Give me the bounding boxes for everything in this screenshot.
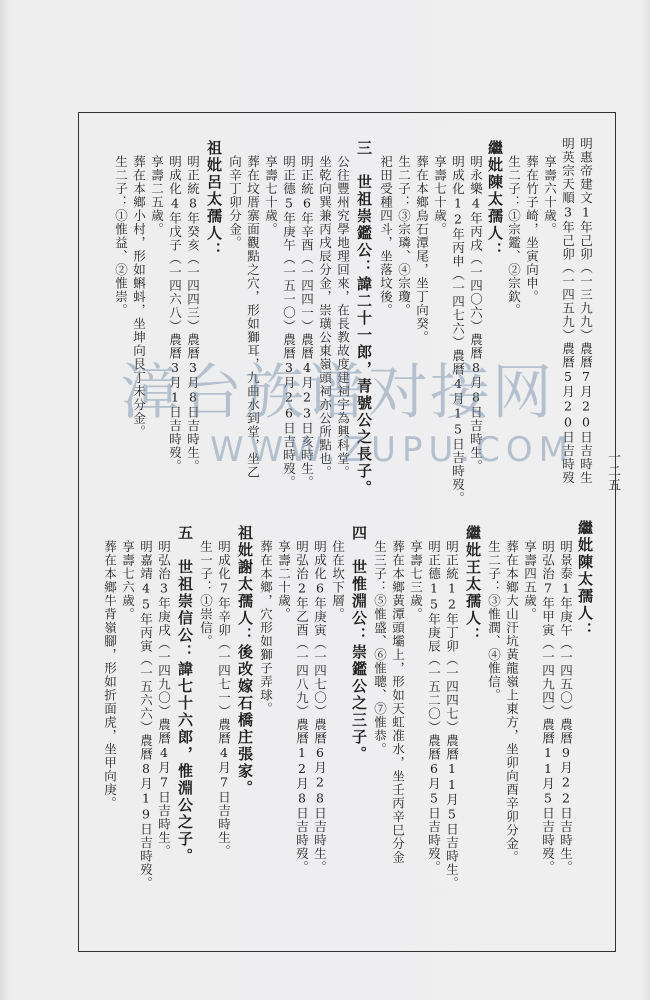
text-column: 生三子：⑤惟盛、⑥惟聰、⑦惟恭。 [372, 540, 388, 756]
text-column: 享壽七十歲。 [263, 155, 279, 236]
text-column: 享壽二五歲。 [149, 155, 165, 236]
text-column: 明成化6年庚寅（一四七〇）農曆6月28日吉時生。 [312, 540, 328, 874]
watermark-text: 漳台族谱对接网 [120, 358, 554, 428]
text-column: 明正德15年庚辰（一五二〇）農曆6月5日吉時歿。 [426, 540, 442, 874]
text-column: 葬在本鄉烏石潭尾，坐丁向癸。 [414, 155, 430, 344]
text-column: 享壽六十歲。 [542, 155, 558, 236]
text-column: 享壽七十歲。 [432, 155, 448, 236]
text-column: 享壽七三歲。 [408, 540, 424, 621]
text-column: 明成化4年戊子（一四六八）農曆3月1日吉時歿。 [167, 155, 183, 473]
text-column: 明弘治7年甲寅（一四九四）農曆11月5日吉時歿。 [540, 540, 556, 874]
text-column: 明弘治2年乙酉（一四八九）農曆12月8日吉時歿。 [294, 540, 310, 874]
text-column: 葬在本鄉牛背嶺腳，形如折面虎，坐甲向庚。 [102, 540, 118, 810]
text-column: 明成化7年辛卯（一四七一）農曆4月7日吉時生。 [216, 540, 232, 858]
text-column: 享壽四五歲。 [522, 540, 538, 621]
section-heading: 繼妣王太孺人： [464, 525, 482, 644]
text-column: 祀田受種四斗，坐落坟後。 [378, 155, 394, 317]
text-column: 生二子：①惟益、②惟崇。 [113, 155, 129, 317]
text-column: 生二子：①宗鑑、②宗欽。 [506, 155, 522, 317]
text-column: 葬在坟厝寨面觀點之穴，形如獅耳，九曲水到堂，坐乙 [245, 155, 261, 479]
text-column: 向辛丁卯分金。 [227, 155, 243, 250]
section-heading: 四 世惟淵公：崇鑑公之三子。 [350, 525, 368, 763]
text-column: 明永樂4年丙戌（一四〇六）農曆8月8日吉時生。 [468, 155, 484, 473]
text-column: 明正統8年癸亥（一四四三）農曆3月8日吉時生。 [185, 155, 201, 473]
section-heading: 繼妣陳太孺人： [486, 140, 504, 259]
text-column: 享壽二十歲。 [276, 540, 292, 621]
text-column: 公往豐州究學地理回來，在長教故度建祠宇為興科堂。 [335, 155, 351, 479]
text-column: 生二子：③惟潤、④惟信。 [486, 540, 502, 702]
section-heading: 三 世祖崇鑑公：諱二十一郎，青號公之長子。 [355, 140, 373, 497]
text-column: 住在坎下層。 [330, 540, 346, 621]
text-column: 葬在本鄉黃潭頭壩上，形如天虹准水，坐壬丙辛巳分金 [390, 540, 406, 864]
text-column: 坐乾向巽兼丙戌辰分金，崇璜公東嶺頭祠亦公所點也。 [317, 155, 333, 479]
text-column: 明正統6年辛酉（一四四一）農曆4月23日亥時生。 [299, 155, 315, 489]
text-column: 生二子：③宗璘、④宗瓊。 [396, 155, 412, 317]
text-column: 明正統12年丁卯（一四四七）農曆11月5日吉時生。 [444, 540, 460, 890]
text-column: 明惠帝建文1年己卯（一三九九）農曆7月20日吉時生 [578, 137, 594, 485]
text-column: 生一子：①崇信。 [198, 540, 214, 648]
text-column: 明正德5年庚午（一五一〇）農曆3月26日吉時歿。 [281, 155, 297, 489]
text-column: 葬在本鄉大山汗坑黃龍嶺上東方，坐卯向酉辛卯分金。 [504, 540, 520, 864]
watermark-url: WWW.ZUPU.COM [210, 430, 574, 470]
text-column: 明弘治3年庚戌（一四九〇）農曆4月7日吉時生。 [156, 540, 172, 858]
section-heading: 五 世祖崇信公：諱七十六郎，惟淵公之子。 [176, 525, 194, 865]
text-column: 葬在本鄉小村，形如蝌蚪，坐坤向艮丁未分金。 [131, 155, 147, 439]
text-column: 明英宗天順3年己卯（一四五九）農曆5月20日吉時歿 [560, 137, 576, 485]
text-column: 明景泰1年庚午（一四五〇）農曆9月22日吉時生。 [558, 540, 574, 874]
section-heading: 繼妣陳太孺人： [576, 520, 594, 639]
section-heading: 祖妣呂太孺人： [205, 140, 223, 259]
text-column: 享壽七六歲。 [120, 540, 136, 621]
page-number: 一二五 [605, 450, 620, 492]
text-column: 明嘉靖45年丙寅（一五六六）農曆8月19日吉時歿。 [138, 540, 154, 890]
text-column: 葬在竹子崎，坐寅向申。 [524, 155, 540, 304]
section-heading: 祖妣謝太孺人：後改嫁石橋庄張家。 [236, 525, 254, 797]
text-column: 葬在本鄉，穴形如獅子弄球。 [258, 540, 274, 716]
text-column: 明成化12年丙申（一四七六）農曆4月15日吉時歿。 [450, 155, 466, 505]
